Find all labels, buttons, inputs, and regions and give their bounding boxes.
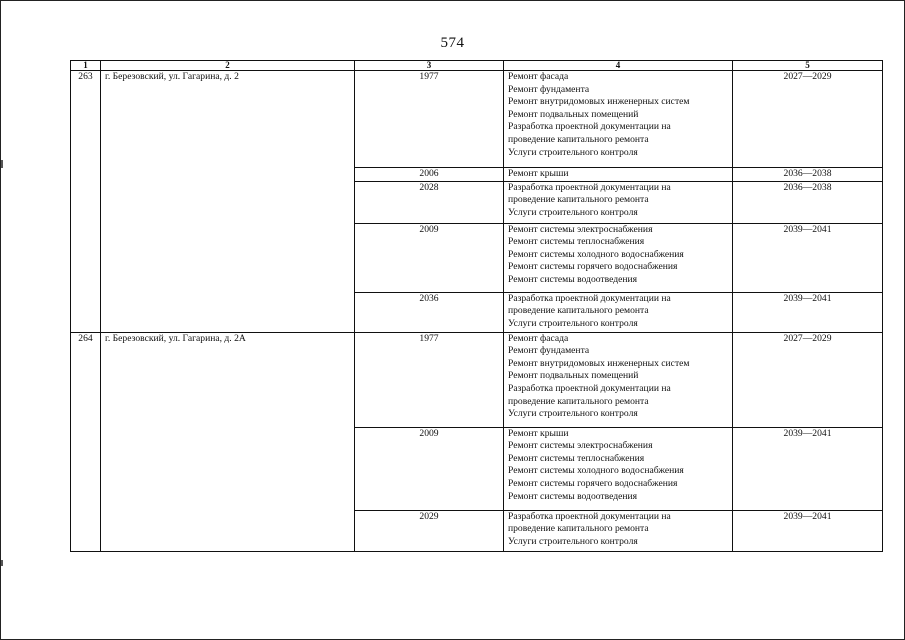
work-item: Разработка проектной документации на — [508, 510, 671, 522]
row-number: 264 — [71, 332, 101, 551]
work-item: Ремонт системы водоотведения — [508, 273, 638, 285]
period-cell: 2036—2038 — [733, 168, 883, 182]
period-cell: 2027—2029 — [733, 332, 883, 427]
work-item: проведение капитального ремонта — [508, 194, 649, 206]
work-item: Услуги строительного контроля — [508, 206, 638, 218]
period-cell: 2027—2029 — [733, 71, 883, 168]
work-item: Ремонт фасада — [508, 332, 569, 344]
work-item: Ремонт системы электроснабжения — [508, 223, 653, 235]
work-item: Ремонт фундамента — [508, 345, 590, 357]
table-row — [71, 71, 883, 168]
works-cell — [504, 168, 733, 182]
work-item: Ремонт подвальных помещений — [508, 108, 639, 120]
works-cell — [504, 427, 733, 510]
header-cell-1: 1 — [71, 61, 101, 71]
year-cell: 1977 — [355, 332, 504, 427]
work-item: Ремонт системы электроснабжения — [508, 440, 653, 452]
work-item: Ремонт системы холодного водоснабжения — [508, 465, 684, 477]
work-item: Ремонт системы горячего водоснабжения — [508, 261, 678, 273]
work-item: проведение капитального ремонта — [508, 395, 649, 407]
works-cell — [504, 223, 733, 292]
year-cell: 2009 — [355, 427, 504, 510]
year-cell: 1977 — [355, 71, 504, 168]
work-item: Ремонт системы водоотведения — [508, 490, 638, 502]
period-cell: 2036—2038 — [733, 181, 883, 223]
works-cell — [504, 181, 733, 223]
header-cell-5: 5 — [733, 61, 883, 71]
work-item: проведение капитального ремонта — [508, 523, 649, 535]
period-cell: 2039—2041 — [733, 292, 883, 332]
work-item: Ремонт системы теплоснабжения — [508, 452, 645, 464]
work-item: проведение капитального ремонта — [508, 305, 649, 317]
works-cell — [504, 71, 733, 168]
work-item: Ремонт системы теплоснабжения — [508, 236, 645, 248]
scan-mark — [1, 560, 3, 566]
header-row — [71, 61, 883, 71]
work-item: Ремонт фундамента — [508, 83, 590, 95]
header-cell-2: 2 — [101, 61, 355, 71]
work-item: Услуги строительного контроля — [508, 408, 638, 420]
work-item: проведение капитального ремонта — [508, 133, 649, 145]
header-cell-3: 3 — [355, 61, 504, 71]
work-item: Разработка проектной документации на — [508, 292, 671, 304]
page-number: 574 — [440, 35, 465, 51]
year-cell: 2009 — [355, 223, 504, 292]
period-cell: 2039—2041 — [733, 510, 883, 551]
work-item: Ремонт системы горячего водоснабжения — [508, 477, 678, 489]
works-cell — [504, 332, 733, 427]
work-item: Разработка проектной документации на — [508, 181, 671, 193]
year-cell: 2028 — [355, 181, 504, 223]
period-cell: 2039—2041 — [733, 427, 883, 510]
address-cell: г. Березовский, ул. Гагарина, д. 2 — [101, 71, 355, 333]
year-cell: 2006 — [355, 168, 504, 182]
period-cell: 2039—2041 — [733, 223, 883, 292]
year-cell: 2036 — [355, 292, 504, 332]
work-item: Разработка проектной документации на — [508, 121, 671, 133]
work-item: Ремонт внутридомовых инженерных систем — [508, 96, 690, 108]
year-cell: 2029 — [355, 510, 504, 551]
capital-repair-table — [70, 60, 883, 552]
address-cell: г. Березовский, ул. Гагарина, д. 2А — [101, 332, 355, 551]
works-cell — [504, 292, 733, 332]
work-item: Ремонт подвальных помещений — [508, 370, 639, 382]
table-row — [71, 332, 883, 427]
work-item: Услуги строительного контроля — [508, 317, 638, 329]
row-number: 263 — [71, 71, 101, 333]
work-item: Ремонт системы холодного водоснабжения — [508, 248, 684, 260]
work-item: Ремонт внутридомовых инженерных систем — [508, 357, 690, 369]
work-item: Разработка проектной документации на — [508, 382, 671, 394]
work-item: Ремонт фасада — [508, 71, 569, 82]
works-cell — [504, 510, 733, 551]
work-item: Услуги строительного контроля — [508, 535, 638, 547]
work-item: Ремонт крыши — [508, 427, 569, 439]
work-item: Услуги строительного контроля — [508, 146, 638, 158]
header-cell-4: 4 — [504, 61, 733, 71]
work-item: Ремонт крыши — [508, 168, 569, 179]
scan-mark — [1, 160, 3, 168]
